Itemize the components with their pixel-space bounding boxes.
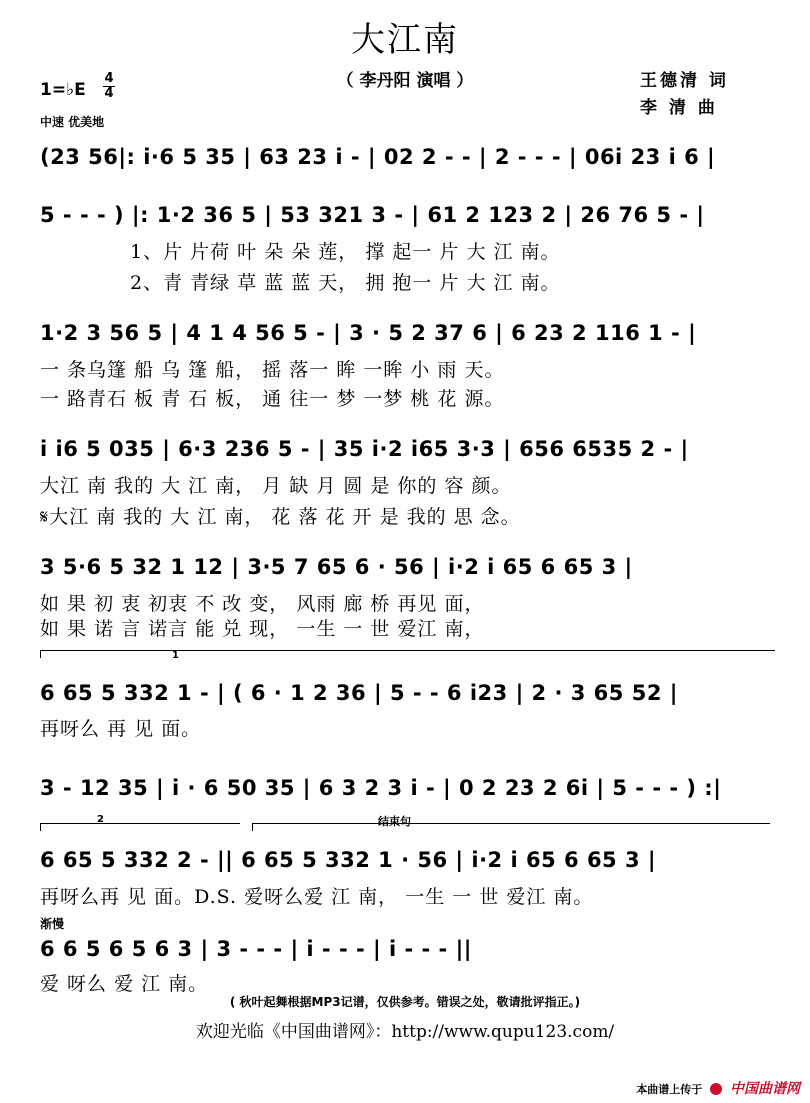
time-signature-bottom: 4 xyxy=(104,86,114,101)
lyric-verse-1: 再呀么 再 见 面。 xyxy=(40,718,202,740)
lyric-verse-2: 一 路青石 板 青 石 板， 通 往一 梦 一梦 桃 花 源。 xyxy=(40,388,505,410)
notation-line-7: 3 - 12 35 | i · 6 50 35 | 6 3 2 3 i - | 0 2 23 2 6i | 5 - - - ) :| xyxy=(40,776,722,800)
notation-line-9: 6 6 5 6 5 6 3 | 3 - - - | i - - - | i - - - || xyxy=(40,937,472,961)
notation-line-1: (23 56|: i·6 5 35 | 63 23 i - | 02 2 - - | 2 - - - | 06i 23 i 6 | xyxy=(40,145,716,169)
lyric-verse-1: 1、片 片荷 叶 朵 朵 莲， 撑 起一 片 大 江 南。 xyxy=(130,241,561,263)
ending-2-tick xyxy=(40,823,41,831)
performer-credit: （ 李丹阳 演唱 ） xyxy=(336,71,474,91)
final-section-label: 结束句 xyxy=(378,815,411,828)
upload-source xyxy=(636,1078,800,1098)
notation-line-2: 5 - - - ) |: 1·2 36 5 | 53 321 3 - | 61 2 123 2 | 26 76 5 - | xyxy=(40,203,705,227)
ritardando-marking: 渐慢 xyxy=(40,917,65,931)
time-signature xyxy=(103,72,115,101)
site-name[interactable]: 中国曲谱网 xyxy=(730,1081,800,1097)
lyric-verse-2: 2、青 青绿 草 蓝 蓝 天， 拥 抱一 片 大 江 南。 xyxy=(130,272,561,294)
notation-line-4: i i6 5 035 | 6·3 236 5 - | 35 i·2 i65 3·3 | 656 6535 2 - | xyxy=(40,437,689,461)
notation-line-6: 6 65 5 332 1 - | ( 6 · 1 2 36 | 5 - - 6 i23 | 2 · 3 65 52 | xyxy=(40,681,678,705)
ending-2-bracket xyxy=(40,823,240,824)
lyric-verse-1: 大江 南 我的 大 江 南， 月 缺 月 圆 是 你的 容 颜。 xyxy=(40,475,512,497)
lyric-verse-2: 如 果 诺 言 诺言 能 兑 现， 一生 一 世 爱江 南， xyxy=(40,618,485,640)
time-signature-top: 4 xyxy=(104,71,114,86)
final-section-tick xyxy=(252,823,253,831)
final-section-bracket xyxy=(252,823,770,824)
notation-line-3: 1·2 3 56 5 | 4 1 4 56 5 - | 3 · 5 2 37 6 | 6 23 2 116 1 - | xyxy=(40,321,697,345)
transcription-note: ( 秋叶起舞根据MP3记谱，仅供参考。错误之处，敬请批评指正。) xyxy=(229,995,581,1009)
notation-line-8: 6 65 5 332 2 - || 6 65 5 332 1 · 56 | i·2 i 65 6 65 3 | xyxy=(40,848,657,872)
ending-1-bracket xyxy=(40,650,775,651)
ending-2-label: 2 xyxy=(97,814,104,825)
lyric-verse-1: 再呀么再 见 面。D.S. 爱呀么爱 江 南， 一生 一 世 爱江 南。 xyxy=(40,886,594,908)
lyric-verse-1: 如 果 初 衷 初衷 不 改 变， 风雨 廊 桥 再见 面， xyxy=(40,593,485,615)
lyricist-credit: 王德清 词 xyxy=(640,71,729,91)
upload-source-label: 本曲谱上传于 xyxy=(636,1083,703,1096)
lyric-verse-1: 爱 呀么 爱 江 南。 xyxy=(40,973,209,995)
ending-1-tick xyxy=(40,650,41,658)
lyric-verse-2: 𝄋大江 南 我的 大 江 南， 花 落 花 开 是 我的 思 念。 xyxy=(40,506,521,528)
site-logo-icon xyxy=(710,1083,722,1095)
key-signature: 1=♭E xyxy=(40,80,86,100)
composer-credit: 李 清 曲 xyxy=(640,98,718,118)
tempo-marking: 中速 优美地 xyxy=(40,115,105,129)
notation-line-5: 3 5·6 5 32 1 12 | 3·5 7 65 6 · 56 | i·2 i 65 6 65 3 | xyxy=(40,555,633,579)
lyric-verse-1: 一 条乌篷 船 乌 篷 船， 摇 落一 眸 一眸 小 雨 天。 xyxy=(40,359,505,381)
welcome-link[interactable]: 欢迎光临《中国曲谱网》：http://www.qupu123.com/ xyxy=(195,1022,615,1042)
song-title: 大江南 xyxy=(351,20,459,60)
ending-1-label: 1 xyxy=(172,650,179,661)
